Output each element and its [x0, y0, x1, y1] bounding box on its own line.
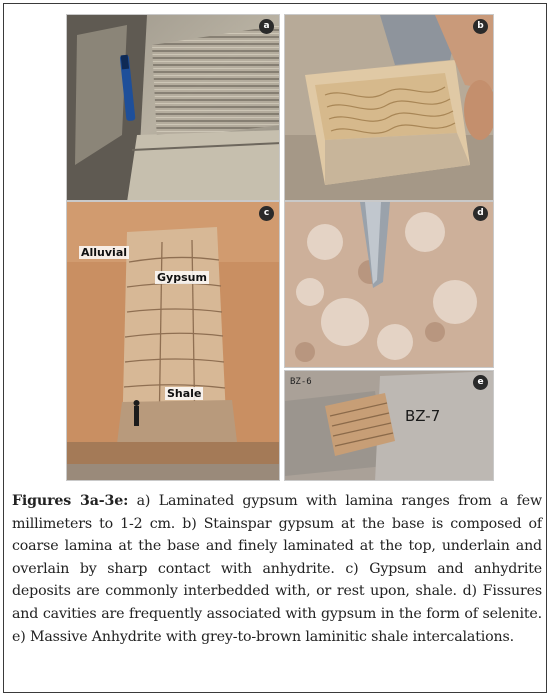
- panel-label-e: e: [473, 375, 488, 390]
- figure-frame: [3, 3, 547, 693]
- caption-heading: Figures 3a-3e:: [12, 493, 129, 509]
- laminated-gypsum-photo: [67, 15, 280, 201]
- photo-panel-e: [284, 370, 494, 481]
- figure-caption: [12, 490, 542, 648]
- photo-panel-a: [66, 14, 280, 201]
- annotation-gypsum: Gypsum: [157, 271, 207, 284]
- annotation-shale: Shale: [167, 387, 202, 400]
- sample-tag-bz7: BZ-7: [405, 407, 441, 425]
- outcrop-photo: [67, 202, 280, 481]
- panel-label-d: d: [473, 206, 488, 221]
- selenite-cavity-photo: [285, 202, 494, 368]
- photo-panel-c: [66, 201, 280, 481]
- panel-label-b: b: [473, 19, 488, 34]
- panel-label-a: a: [259, 19, 274, 34]
- caption-text: a) Laminated gypsum with lamina ranges from a few millimeters to 1-2 cm. b) Stainspar gypsum at the base is composed of coarse lamina at the base and finely laminated at the top, underlain and overlain by sharp contact with anhydrite. c) Gypsum and anhydrite deposits are commonly interbedded with, or rest upon, shale. d) Fissures and cavities are frequently associated with gypsum in the form of selenite. e) Massive Anhydrite with grey-to-brown laminitic shale intercalations.: [12, 493, 542, 645]
- photo-panel-b: [284, 14, 494, 201]
- photo-panel-d: [284, 201, 494, 368]
- anhydrite-sample-photo: [285, 371, 494, 481]
- panel-label-c: c: [259, 206, 274, 221]
- stainspar-gypsum-photo: [285, 15, 494, 201]
- sample-tag-bz6: BZ-6: [290, 377, 312, 387]
- annotation-alluvial: Alluvial: [81, 246, 128, 259]
